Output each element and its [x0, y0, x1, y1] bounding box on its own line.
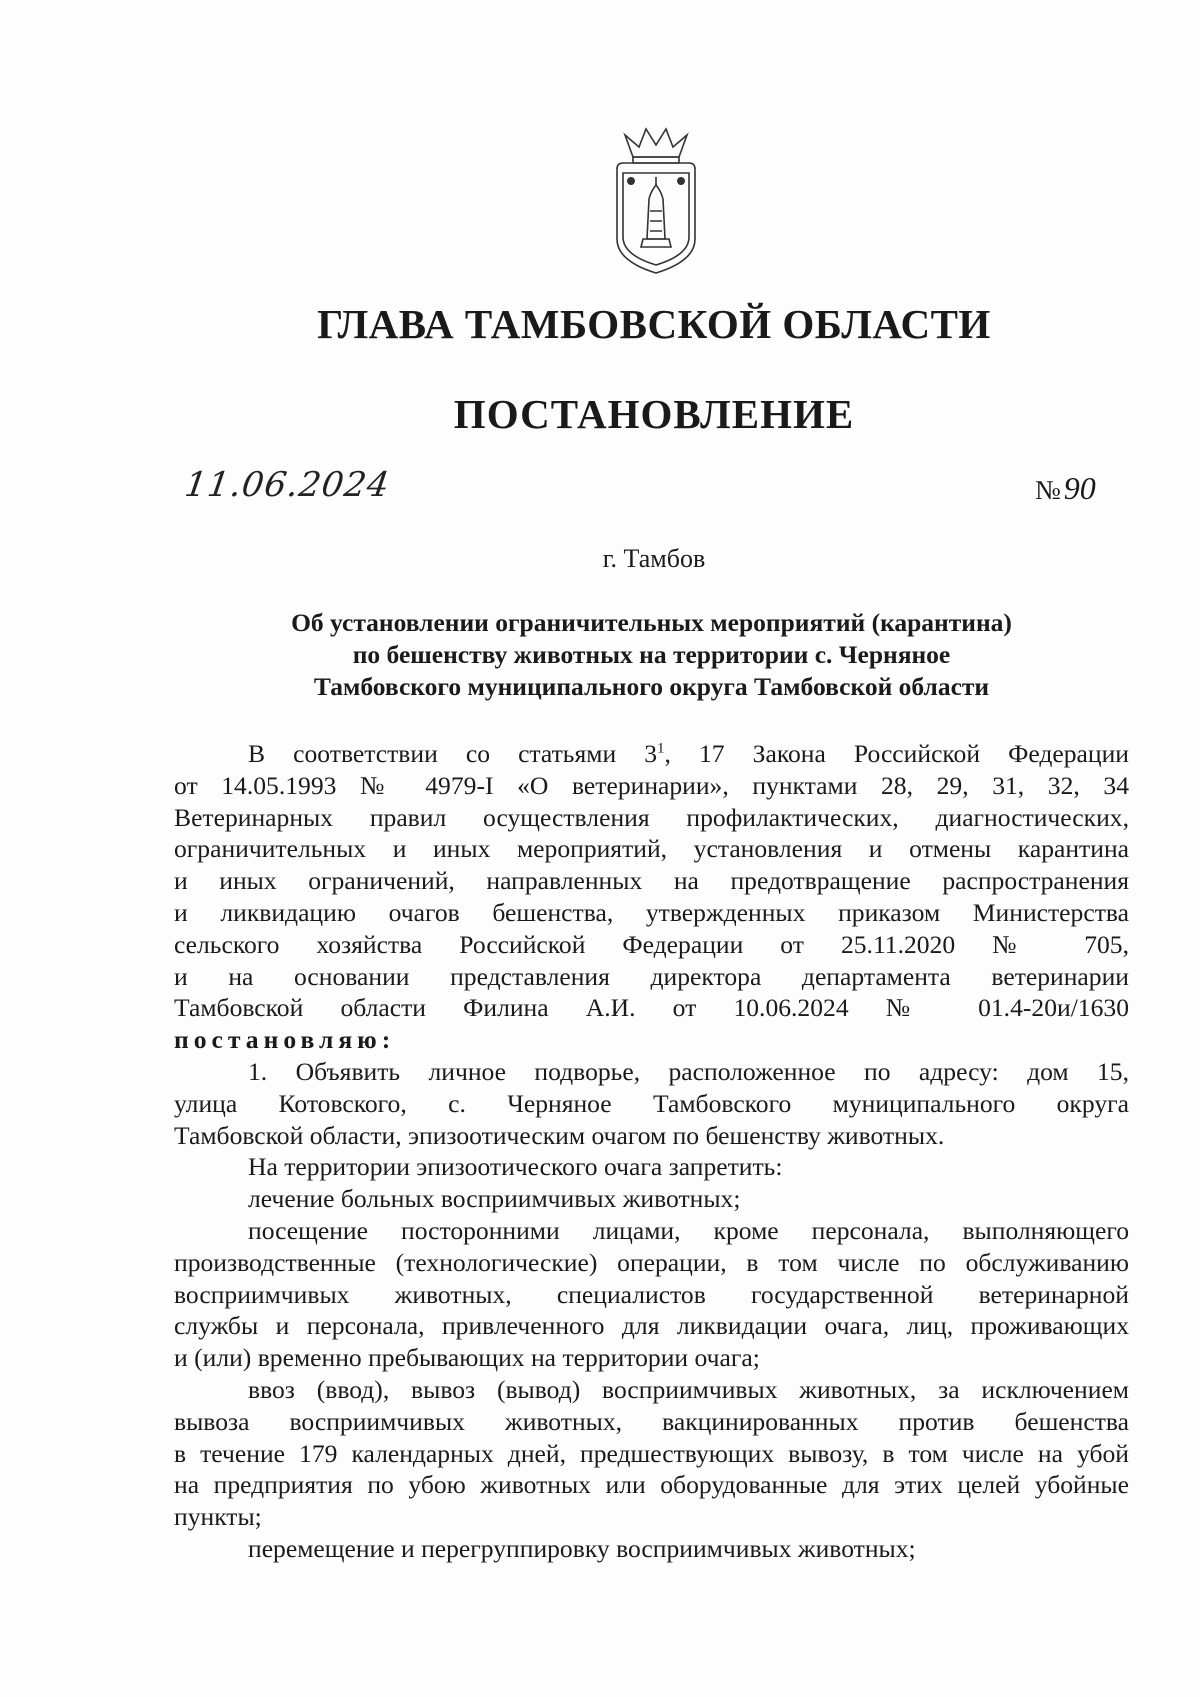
- issue-city: г. Тамбов: [602, 544, 706, 573]
- preamble-line: сельского хозяйства Российской Федерации от 25.11.2020 № 705,: [174, 929, 1129, 959]
- title-line: по бешенству животных на территории с. Черняное: [352, 640, 951, 669]
- prohibition-line: службы и персонала, привлеченного для ликвидации очага, лиц, проживающих: [174, 1311, 1129, 1341]
- prohibition-line: восприимчивых животных, специалистов государственной ветеринарной: [174, 1279, 1129, 1309]
- preamble-line: Ветеринарных правил осуществления профилактических, диагностических,: [174, 802, 1129, 832]
- number-value: 90: [1063, 470, 1096, 506]
- prohibition-item: перемещение и перегруппировку восприимчивых животных;: [248, 1533, 916, 1563]
- prohibitions-intro: На территории эпизоотического очага запретить:: [248, 1152, 783, 1182]
- prohibition-line: производственные (технологические) операции, в том числе по обслуживанию: [174, 1247, 1129, 1277]
- prohibition-line: посещение посторонними лицами, кроме персонала, выполняющего: [248, 1215, 1129, 1245]
- number-prefix: №: [1035, 475, 1061, 505]
- document-date: 11.06.2024: [182, 465, 393, 505]
- prohibition-line: и (или) временно пребывающих на территории очага;: [174, 1343, 760, 1373]
- preamble-line: и на основании представления директора департамента ветеринарии: [174, 961, 1129, 991]
- document-body: [174, 738, 1129, 1565]
- prohibition-item: лечение больных восприимчивых животных;: [248, 1184, 741, 1214]
- prohibition-line: в течение 179 календарных дней, предшествующих вывозу, в том числе на убой: [174, 1438, 1129, 1468]
- item1-line: 1. Объявить личное подворье, расположенное по адресу: дом 15,: [248, 1056, 1129, 1086]
- prohibition-line: пункты;: [174, 1502, 262, 1532]
- prohibition-line: на предприятия по убою животных или оборудованные для этих целей убойные: [174, 1470, 1129, 1500]
- preamble-line: от 14.05.1993 № 4979-I «О ветеринарии», пунктами 28, 29, 31, 32, 34: [174, 770, 1129, 800]
- document-title: [174, 607, 1129, 703]
- prohibition-line: вывоза восприимчивых животных, вакцинированных против бешенства: [174, 1406, 1129, 1436]
- preamble-line: В соответствии со статьями $3^1$, 17 Закона Российской Федерации: [248, 739, 1129, 768]
- prohibition-line: ввоз (ввод), вывоз (вывод) восприимчивых животных, за исключением: [248, 1374, 1129, 1404]
- document-number: [1035, 470, 1096, 507]
- document-type: ПОСТАНОВЛЕНИЕ: [453, 391, 855, 437]
- item1-line: Тамбовской области, эпизоотическим очагом по бешенству животных.: [174, 1120, 945, 1150]
- resolve-word: постановляю:: [174, 1025, 396, 1055]
- coat-of-arms-icon: [607, 127, 705, 277]
- preamble-line: и ликвидацию очагов бешенства, утвержденных приказом Министерства: [174, 897, 1129, 927]
- item1-line: улица Котовского, с. Черняное Тамбовского муниципального округа: [174, 1088, 1129, 1118]
- title-line: Тамбовского муниципального округа Тамбовской области: [313, 672, 990, 701]
- issuing-authority: ГЛАВА ТАМБОВСКОЙ ОБЛАСТИ: [317, 301, 991, 347]
- preamble-line: ограничительных и иных мероприятий, установления и отмены карантина: [174, 834, 1129, 864]
- title-line: Об установлении ограничительных мероприятий (карантина): [291, 608, 1012, 637]
- preamble-line: Тамбовской области Филина А.И. от 10.06.2024 № 01.4-20и/1630: [174, 993, 1129, 1023]
- preamble-line: и иных ограничений, направленных на предотвращение распространения: [174, 866, 1129, 896]
